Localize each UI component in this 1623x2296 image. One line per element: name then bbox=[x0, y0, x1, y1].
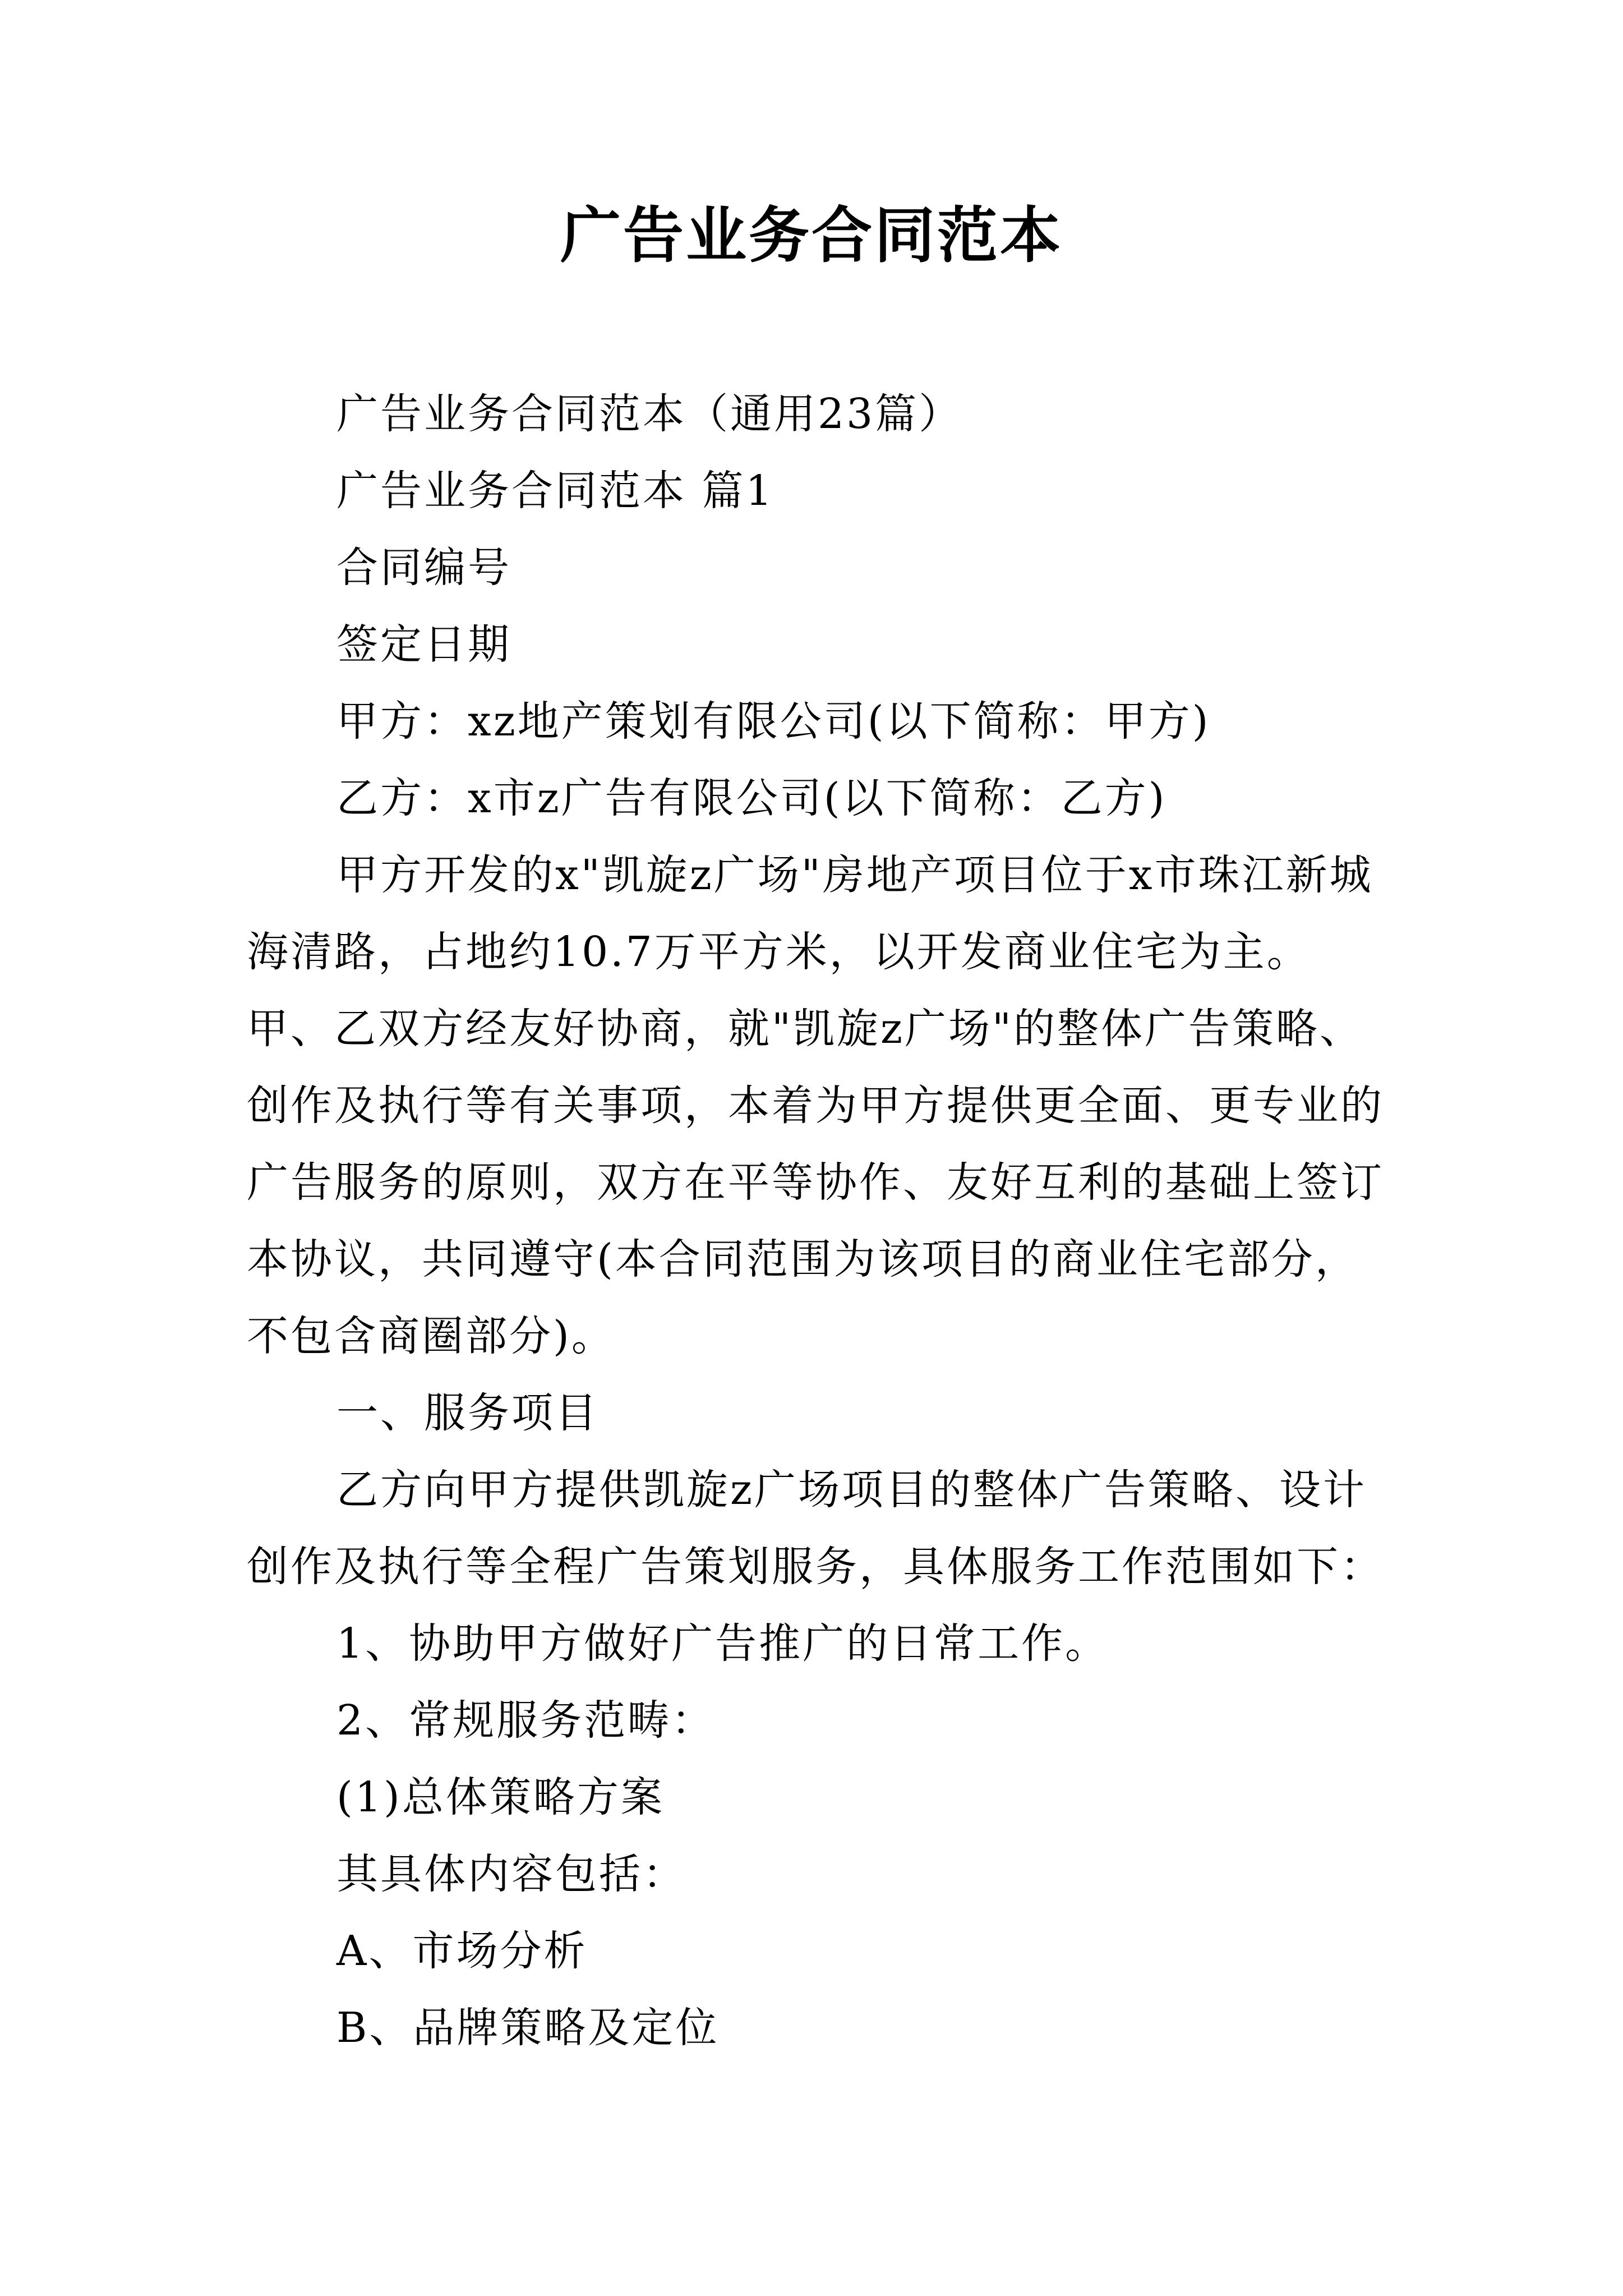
paragraph: B、品牌策略及定位 bbox=[336, 2004, 720, 2052]
paragraph: A、市场分析 bbox=[336, 1927, 588, 1975]
paragraph: 合同编号 bbox=[336, 544, 511, 592]
paragraph: 广告业务合同范本（通用23篇） bbox=[336, 390, 963, 438]
document-title: 广告业务合同范本 bbox=[560, 200, 1063, 271]
paragraph: 一、服务项目 bbox=[336, 1389, 599, 1437]
paragraph: 广告业务合同范本 篇1 bbox=[336, 467, 774, 515]
paragraph: 2、常规服务范畴： bbox=[336, 1696, 716, 1745]
paragraph: 甲方：xz地产策划有限公司(以下简称：甲方) bbox=[336, 697, 1211, 746]
paragraph: 签定日期 bbox=[336, 620, 511, 669]
paragraph: 1、协助甲方做好广告推广的日常工作。 bbox=[336, 1619, 1109, 1668]
paragraph: (1)总体策略方案 bbox=[336, 1773, 665, 1821]
document-body bbox=[247, 376, 1385, 2067]
paragraph: 乙方向甲方提供凯旋z广场项目的整体广告策略、设计创作及执行等全程广告策划服务，具体服务工作范围如下： bbox=[247, 1466, 1384, 1591]
paragraph: 乙方：x市z广告有限公司(以下简称：乙方) bbox=[336, 774, 1167, 822]
paragraph: 甲方开发的x"凯旋z广场"房地产项目位于x市珠江新城海清路，占地约10.7万平方米，以开发商业住宅为主。甲、乙双方经友好协商，就"凯旋z广场"的整体广告策略、创作及执行等有关事项，本着为甲方提供更全面、更专业的广告服务的原则，双方在平等协作、友好互利的基础上签订本协议，共同遵守(本合同范围为该项目的商业住宅部分，不包含商圈部分)。 bbox=[247, 851, 1384, 1360]
paragraph: 其具体内容包括： bbox=[336, 1850, 686, 1898]
